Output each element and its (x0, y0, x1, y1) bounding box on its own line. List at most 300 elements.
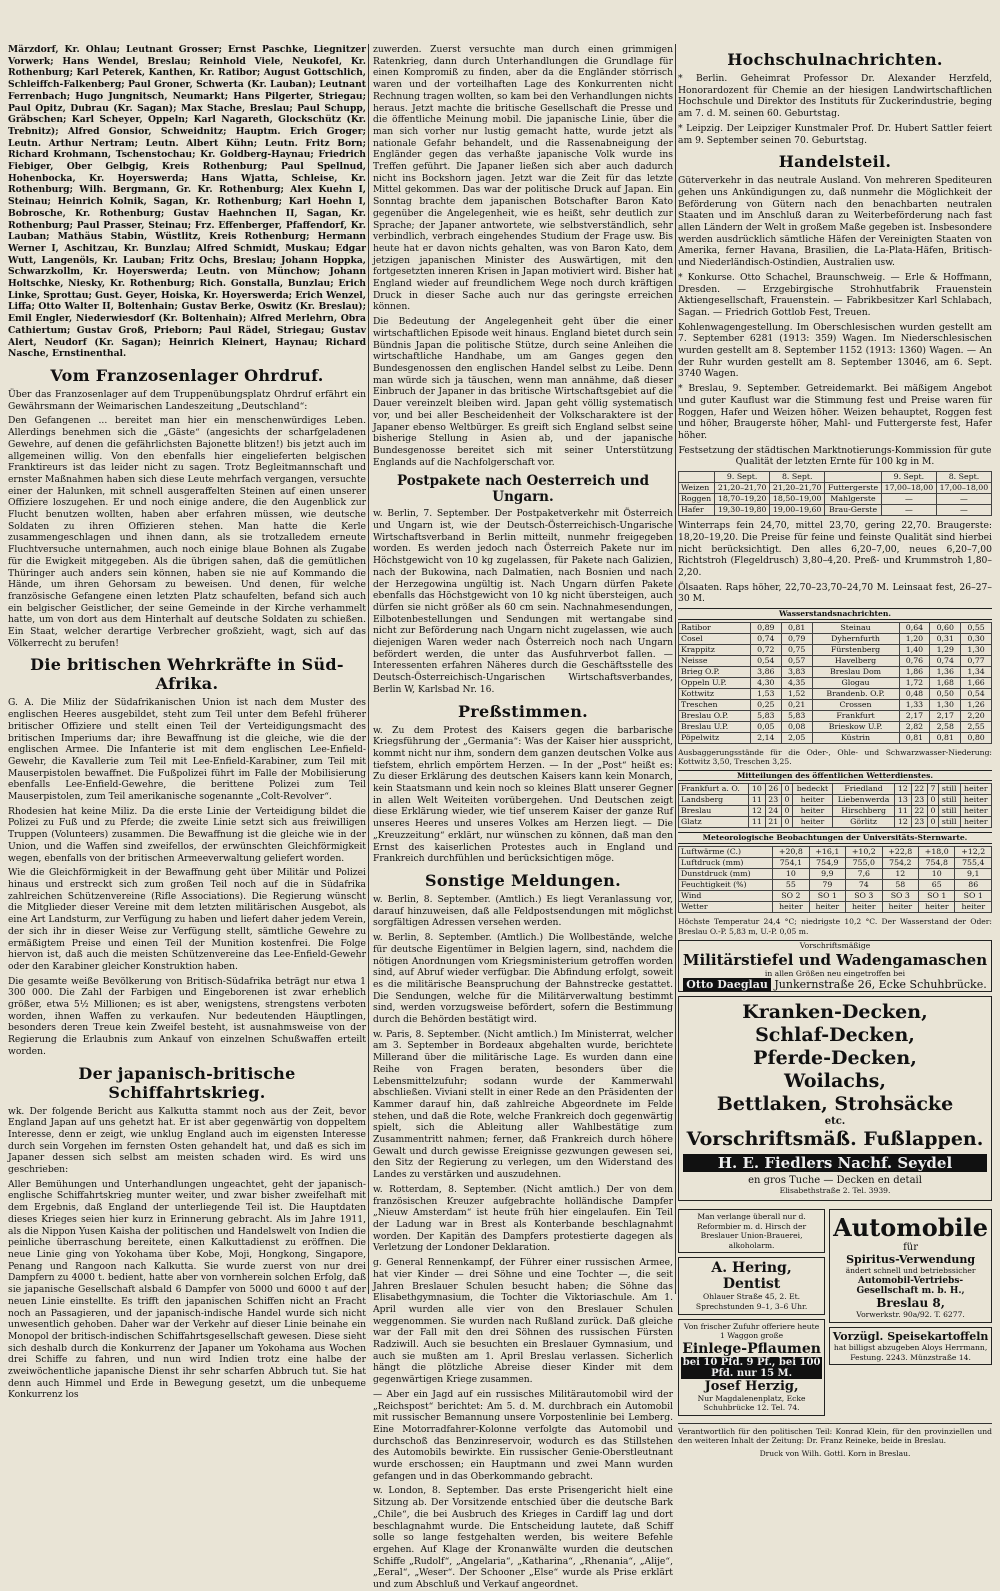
table-cell: 0,08 (781, 721, 812, 732)
column-rule (675, 44, 676, 1294)
observation-table (678, 846, 992, 913)
headline: Sonstige Meldungen. (425, 871, 621, 890)
ad-dentist (678, 1257, 825, 1314)
table-cell: 0,79 (781, 633, 812, 644)
ad-potatoes (829, 1327, 992, 1365)
table-header-cell (825, 472, 882, 483)
table-cell: Brau-Gerste (825, 505, 882, 516)
table-cell: 4,35 (781, 677, 812, 688)
table-cell: 55 (773, 879, 809, 890)
table-cell: Frankfurt (812, 710, 899, 721)
table-cell: 0,31 (930, 633, 961, 644)
table-cell: — (936, 505, 991, 516)
table-cell: SO 3 (846, 890, 882, 901)
table-cell: 0 (927, 806, 938, 817)
ad-blankets-address: Elisabethstraße 2. Tel. 3939. (779, 1186, 891, 1196)
water-level-footnote: Ausbaggerungsstände für die Oder-, Ohle- und Schwarzwasser-Niederung: Kottwitz 3,50, Treschen 3,25. (678, 747, 992, 767)
ad-plums-top: Von frischer Zufuhr offeriere heute 1 Waggon große (683, 1321, 820, 1341)
ad-blankets-firm: H. E. Fiedlers Nachf. Seydel (683, 1154, 987, 1172)
table-cell: 1,30 (930, 699, 961, 710)
table-cell: — (881, 494, 936, 505)
table-cell: +12,2 (955, 846, 992, 857)
table-cell: 21,20–21,70 (715, 483, 770, 494)
divider (678, 1423, 992, 1424)
table-cell: 0,50 (930, 688, 961, 699)
table-row (679, 505, 992, 516)
article-paragraph: w. Berlin, 7. September. Der Postpaketverkehr mit Österreich und Ungarn ist, wie der Deutsch-Österreichisch-Ungarische Wirtschaftsverband in Berlin mitteilt, nunmehr freigegeben worden. Es werden jedoch nach Österreich Pakete nur im Höchstgewicht von 10 kg zugelassen, für Pakete nach Galizien, nach der Bukowina, nach Dalmatien, nach Bosnien und nach der Herzegowina ungültig ist. Nach Ungarn dürfen Pakete ebenfalls das Höchstgewicht von 10 kg nicht übersteigen, auch dürfen sie nicht größer als 60 cm sein. Nachnahmesendungen, Eilbotenbestellungen und Sendungen mit wertangabe sind nicht zur Beförderung nach Ungarn nicht zugelassen, wie auch diejenigen Waren weder nach Österreich noch nach Ungarn befördert werden, die unter das Ausfuhrverbot fallen. — Interessenten erfahren Näheres durch die Geschäftsstelle des Deutsch-Österreichisch-Ungarischen Wirtschaftsverbandes, Berlin W, Karlsbad Nr. 16. (373, 508, 673, 695)
table-cell: Breslau O.P. (679, 710, 751, 721)
table-row (679, 666, 992, 677)
ad-potatoes-text: hat billigst abzugeben Aloys Herrmann, Festung. 2243. Münzstraße 14. (833, 1343, 988, 1362)
table-row (679, 732, 992, 743)
table-cell: 21 (765, 817, 781, 828)
table-cell: 12 (882, 868, 918, 879)
table-row (679, 655, 992, 666)
table-cell: Dunstdruck (mm) (679, 868, 773, 879)
table-cell: Brieskow U.P. (812, 721, 899, 732)
headline: Postpakete nach Oesterreich und Ungarn. (396, 473, 650, 506)
table-cell: Crossen (812, 699, 899, 710)
ad-boots-top: Vorschriftsmäßige (799, 941, 871, 951)
table-cell: Dyhernfurth (812, 633, 899, 644)
table-cell: 13 (895, 795, 911, 806)
table-cell: 0,81 (781, 622, 812, 633)
observation-footnote: Höchste Temperatur 24,4 °C; niedrigste 10,2 °C. Der Wasserstand der Oder: Breslau O.-P. 5,83 m, U.-P. 0,05 m. (678, 916, 992, 936)
headline: Preßstimmen. (457, 701, 589, 721)
ad-beer: Man verlange überall nur d. Reformbier m. d. Hirsch der Breslauer Union-Brauerei, alkoholarm. (678, 1209, 825, 1253)
table-cell: Görlitz (832, 817, 894, 828)
table-cell: 17,00–18,00 (881, 483, 936, 494)
table-cell: 0,75 (781, 644, 812, 655)
ad-plums-price: bei 10 Pfd. 9 Pf., bei 100 Pfd. nur 15 M. (682, 1356, 821, 1379)
column-1 (8, 44, 366, 1401)
table-row (679, 868, 992, 879)
table-cell: heiter (960, 795, 992, 806)
grain-price-table (678, 471, 992, 516)
article-paragraph: * Berlin. Geheimrat Professor Dr. Alexander Herzfeld, Honorardozent für Chemie an der hiesigen Landwirtschaftlichen Hochschule und Direktor des Instituts für Zuckerindustrie, beging am 7. d. M. seinen 60. Geburtstag. (678, 73, 992, 120)
table-cell: 0,76 (899, 655, 930, 666)
table-cell: 23 (911, 795, 927, 806)
table-cell: 1,72 (899, 677, 930, 688)
table-cell: 0 (781, 806, 792, 817)
table-cell: 0,54 (750, 655, 781, 666)
ad-blankets-line: etc. (824, 1116, 846, 1128)
table-cell: heiter (882, 901, 918, 912)
table-cell: Brieg O.P. (679, 666, 751, 677)
table-cell: Breslau U.P. (679, 721, 751, 732)
table-cell: 7 (927, 784, 938, 795)
table-cell: 2,82 (899, 721, 930, 732)
table-cell: 0,25 (750, 699, 781, 710)
table-cell: Hirschberg (832, 806, 894, 817)
article-paragraph: w. London, 8. September. Das erste Prisengericht hielt eine Sitzung ab. Der Vorsitzende entschied über die deutsche Bark „Chile“, die bei Ausbruch des Krieges in Cardiff lag und dort beschlagnahmt wurde. Die Entscheidung lautete, daß Schiff solle so lange festgehalten werden, bis weitere Befehle ergehen. Auf Klage der Kronanwälte wurden die deutschen Schiffe „Rudolf“, „Angelaria“, „Katharina“, „Rhenania“, „Alije“, „Eeral“, „Weser“. Der Schooner „Else“ wurde als Prise erklärt und zum Abschluß und Verkauf angeordnet. (373, 1485, 673, 1591)
table-cell: 11 (895, 806, 911, 817)
table-cell: 1,53 (750, 688, 781, 699)
table-cell: 22 (911, 806, 927, 817)
table-cell: 0,21 (781, 699, 812, 710)
article-paragraph: Kohlenwagengestellung. Im Oberschlesischen wurden gestellt am 7. September 6281 (1913: 359) Wagen. Im Niederschlesischen wurden gestellt am 8. September 1152 (1913: 1360) Wagen. — An der Ruhr wurden gestellt am 8. September 13046, am 6. Sept. 3740 Wagen. (678, 321, 992, 380)
table-row (679, 806, 992, 817)
ad-automobile (829, 1209, 992, 1323)
table-cell: still (938, 784, 960, 795)
water-level-table (678, 622, 992, 744)
table-cell: Luftdruck (mm) (679, 857, 773, 868)
table-cell: 1,68 (930, 677, 961, 688)
table-cell: 0,30 (961, 633, 992, 644)
table-row (679, 677, 992, 688)
table-cell: Wetter (679, 901, 773, 912)
table-cell: 2,20 (961, 710, 992, 721)
table-cell: 7,6 (846, 868, 882, 879)
table-cell: 755,4 (955, 857, 992, 868)
table-cell: 2,58 (930, 721, 961, 732)
table-cell: 1,52 (781, 688, 812, 699)
table-cell: Ratibor (679, 622, 751, 633)
table-cell: 1,66 (961, 677, 992, 688)
table-row (679, 721, 992, 732)
article-paragraph: Festsetzung der städtischen Marktnotierungs-Kommission für gute Qualität der letzten Ernte für 100 kg in M. (678, 444, 992, 468)
ad-boots-sub: in allen Größen neu eingetroffen bei (764, 968, 906, 978)
ad-automobile-address: Vorwerkstr. 90a/92. T. 6277. (856, 1309, 965, 1319)
article-paragraph: w. Zu dem Protest des Kaisers gegen die barbarische Kriegsführung der „Germania“: Was der Kaiser hier ausspricht, kommt nicht nur ihm, sondern dem ganzen deutschen Volke aus tiefstem, ehrlich empörtem Herzen. — In der „Post“ heißt es: Zu dieser Erklärung des deutschen Kaisers kann kein Monarch, kein Staatsmann und kein noch so kleines Blatt unserer Gegner in allen Welt Weiteiten vorübergehen. Und Deutschen zeigt diese Erklärung wieder, wie tief unserem Kaiser der ganze Ruf unseres Heeres und unseres Volkes am Herzen liegt. — Die „Kreuzzeitung“ erklärt, nur wünschen zu können, daß man den Ernst des kaiserlichen Protestes auch in England und Frankreich durchfühlen und berücksichtigen möge. (373, 724, 673, 865)
ad-potatoes-title: Vorzügl. Speisekartoffeln (832, 1330, 989, 1344)
table-cell: still (938, 806, 960, 817)
ad-plums-title: Einlege-Pflaumen (682, 1340, 821, 1357)
table-cell: Breslau (679, 806, 749, 817)
table-cell: Feuchtigkeit (%) (679, 879, 773, 890)
table-cell: 0,54 (961, 688, 992, 699)
ad-automobile-firm: Automobil-Vertriebs-Gesellschaft m. b. H., (856, 1275, 965, 1296)
ad-blankets-line: Vorschriftsmäß. Fußlappen. (686, 1128, 984, 1151)
table-cell: SO 1 (955, 890, 992, 901)
table-cell: 19,00–19,60 (770, 505, 825, 516)
article-paragraph: w. Rotterdam, 8. September. (Nicht amtlich.) Der von dem französischen Kreuzer aufgebrachte holländische Dampfer „Nieuw Amsterdam“ ist heute früh hier eingelaufen. Ein Teil der Ladung war in Brest als Konterbande beschlagnahmt worden. Der Kapitän des Dampfers protestierte dagegen als Verletzung der Londoner Deklaration. (373, 1183, 673, 1254)
table-cell: Glatz (679, 817, 749, 828)
headline: Die britischen Wehrkräfte in Süd-Afrika. (30, 655, 344, 694)
table-cell: 86 (955, 879, 992, 890)
table-cell: 18,50–19,00 (770, 494, 825, 505)
table-cell: 12 (749, 806, 765, 817)
table-cell: Wind (679, 890, 773, 901)
table-cell: 2,55 (961, 721, 992, 732)
table-row (679, 879, 992, 890)
table-cell: 0,55 (961, 622, 992, 633)
table-cell: 1,33 (899, 699, 930, 710)
ad-blankets (678, 996, 992, 1201)
ad-automobile-sub2: Spiritus-Verwendung (846, 1252, 976, 1266)
table-cell: 754,9 (809, 857, 845, 868)
table-cell: 17,00–18,00 (936, 483, 991, 494)
table-header-cell: 9. Sept. (715, 472, 770, 483)
table-cell: 65 (919, 879, 955, 890)
table-cell: 21,20–21,70 (770, 483, 825, 494)
table-cell: Glogau (812, 677, 899, 688)
article-paragraph: Rhodesien hat keine Miliz. Da die erste Linie der Verteidigung bildet die Polizei zu Fuß und zu Pferde; die zweite Linie setzt sich aus freiwilligen Truppen (Volunteers) zusammen. Die Bewaffnung ist die gleiche wie in der Union, und die Waffen sind zweifellos, der erwünschten Gleichförmigkeit wegen, ebenfalls von der britischen Armeeverwaltung geliefert worden. (8, 805, 366, 864)
article-paragraph: — Aber ein Jagd auf ein russisches Militärautomobil wird der „Reichspost“ berichtet: Am 5. d. M. durchbrach ein Automobil mit russischer Bemannung unsere Vorpostenlinie bei Lemberg. Eine Motorradfahrer-Kolonne verfolgte das Automobil und durchschoß das Benzinreservoir, wodurch es das Stillstehen des Automobils bewirkte. Ein russischer Genie-Oberstleutnant wurde erschossen; ein Hauptmann und zwei Mann wurden gefangen und in das Oberkommando gebracht. (373, 1388, 673, 1482)
ad-boots-title: Militärstiefel und Wadengamaschen (682, 950, 988, 969)
ad-plums (678, 1319, 825, 1416)
table-cell: +18,0 (919, 846, 955, 857)
ad-boots (678, 940, 992, 992)
table-cell: 0,74 (750, 633, 781, 644)
table-cell: 1,40 (899, 644, 930, 655)
table-cell: Liebenwerda (832, 795, 894, 806)
ad-row (678, 1205, 992, 1420)
table-row (679, 699, 992, 710)
ad-blankets-line: Pferde-Decken, (753, 1047, 917, 1070)
ad-automobile-sub3: ändert schnell und betriebssicher (845, 1265, 976, 1275)
table-cell: 0,48 (899, 688, 930, 699)
table-cell: 10 (749, 784, 765, 795)
table-cell: Krappitz (679, 644, 751, 655)
table-cell: heiter (960, 784, 992, 795)
table-cell: Pöpelwitz (679, 732, 751, 743)
article-paragraph: * Konkurse. Otto Schachel, Braunschweig. — Erle & Hoffmann, Dresden. — Erzgebirgische Strohhutfabrik Frauenstein Aktiengesellschaft, Frauenstein. — Fabrikbesitzer Karl Schlabach, Sagan. — Friedrich Gottlob Fest, Treuen. (678, 271, 992, 318)
table-cell: 0 (781, 784, 792, 795)
table-cell: 0,74 (930, 655, 961, 666)
table-cell: 11 (749, 817, 765, 828)
article-paragraph: Über das Franzosenlager auf dem Truppenübungsplatz Ohrdruf erfährt ein Gewährsmann der Weimarischen Landeszeitung „Deutschland“: (8, 388, 366, 412)
table-cell: 1,30 (961, 644, 992, 655)
table-cell: 1,34 (961, 666, 992, 677)
table-cell: Roggen (679, 494, 715, 505)
table-cell: 755,0 (846, 857, 882, 868)
ad-blankets-line: Woilachs, (784, 1070, 886, 1093)
table-cell: 26 (765, 784, 781, 795)
table-cell: 79 (809, 879, 845, 890)
table-cell: Küstrin (812, 732, 899, 743)
table-cell: 0,64 (899, 622, 930, 633)
table-cell: 2,14 (750, 732, 781, 743)
table-header-cell: 8. Sept. (936, 472, 991, 483)
table-row (679, 688, 992, 699)
table-cell: 0 (927, 795, 938, 806)
table-cell: +20,8 (773, 846, 809, 857)
table-cell: Weizen (679, 483, 715, 494)
ad-blankets-trade: en gros Tuche — Decken en detail (748, 1175, 922, 1187)
table-cell: 0,05 (750, 721, 781, 732)
table-cell: 0,89 (750, 622, 781, 633)
table-cell: Fürstenberg (812, 644, 899, 655)
table-cell: 19,30–19,80 (715, 505, 770, 516)
table-cell: heiter (960, 806, 992, 817)
table-cell: 3,83 (781, 666, 812, 677)
headline: Hochschulnachrichten. (727, 50, 943, 69)
imprint-printer: Druck von Wilh. Gottl. Korn in Breslau. (759, 1449, 911, 1459)
table-cell: 0,60 (930, 622, 961, 633)
table-cell: still (938, 817, 960, 828)
table-row (679, 784, 992, 795)
table-cell: Hafer (679, 505, 715, 516)
table-cell: 1,86 (899, 666, 930, 677)
ad-automobile-sub1: für (903, 1241, 919, 1253)
table-cell: — (936, 494, 991, 505)
article-paragraph: Winterraps fein 24,70, mittel 23,70, gering 22,70. Braugerste: 18,20–19,20. Die Preise für feine und feinste Qualität sind hierbei nicht berücksichtigt. Den alles 6,20–7,00, neues 6,20–7,00 Richtstroh (Flegeldrusch) 3,80–4,20. Preß- und Krummstroh 1,80–2,20. (678, 520, 992, 578)
observation-title: Meteorologische Beobachtungen der Universitäts-Sternwarte. (678, 832, 992, 844)
table-cell: +22,8 (882, 846, 918, 857)
table-row (679, 633, 992, 644)
table-cell: Cosel (679, 633, 751, 644)
column-2 (373, 44, 673, 1591)
table-cell: 2,17 (930, 710, 961, 721)
table-cell: 12 (895, 817, 911, 828)
table-cell: Treschen (679, 699, 751, 710)
article-paragraph: Aller Bemühungen und Unterhandlungen ungeachtet, geht der japanisch-englische Schiffahrtskrieg munter weiter, und zwar bisher zweifelhaft mit dem Ergebnis, daß England der unterliegende Teil ist. Die Hauptdaten dieses Krieges seien hier kurz in Erinnerung gebracht. Als im Jahre 1911, als die Nippon Yusen Kaisha der politischen und Handelswelt von Indien die peinliche überraschung bereitete, einen Kalkuttadienst zu eröffnen. Die neue Linie ging von Yokohama über Kobe, Moji, Hongkong, Singapore, Penang und Rangoon nach Kalkutta. Sie wurde zuerst von nur drei Dampfern zu 4000 t. bedient, hatte aber von vornherein solchen Erfolg, daß sie japanische Gesellschaft alsbald 6 Dampfer von 5000 und 6000 t auf der neuen Linie einstellte. Es trifft den japanischen Schiffen nicht an Fracht noch an Passagieren, und der japanisch-indische Handel wurde sich nicht unwesentlich gehoben. Daher war der Verkehr auf dieser Linie beinahe ein Monopol der britisch-indischen Schiffahrtsgesellschaft gewesen. Diese sieht sich deshalb durch die Konkurrenz der Japaner um Yokohama aus Wochen drei Schiffe zu fahren, und nun wird Indien trotz eine halbe der zweiwöchentliche japanische Dienst ihr sehr scharfen Abbruch tut. Sie hat denn auch Himmel und Erde in Bewegung gesetzt, um die unbequeme Konkurrenz los (8, 1178, 366, 1401)
table-cell: 0,72 (750, 644, 781, 655)
table-row (679, 710, 992, 721)
table-cell: 4,30 (750, 677, 781, 688)
table-cell: 0,81 (899, 732, 930, 743)
table-cell: 0,77 (961, 655, 992, 666)
table-cell: 0 (781, 795, 792, 806)
table-row (679, 846, 992, 857)
water-level-title: Wasserstandsnachrichten. (678, 608, 992, 620)
table-cell: 24 (765, 806, 781, 817)
table-cell: 5,83 (781, 710, 812, 721)
table-cell: Oppeln U.P. (679, 677, 751, 688)
article-paragraph: g. General Rennenkampf, der Führer einer russischen Armee, hat vier Kinder — drei Söhne und eine Tochter —, die seit Jahren Breslauer Schulen besucht haben; die Söhne das Elisabethgymnasium, die Tochter die Viktoriaschule. Am 1. April wurden alle vier von den Breslauer Schulen weggenommen. Sie wurden nach Rußland zurück. Daß gleiche war der Fall mit den drei Söhnen des russischen Fürsten Radziwill. Auch sie besuchten ein Breslauer Gymnasium, und auch sie mußten am 1. April Breslau verlassen. Sicherlich hängt die plötzliche Abreise dieser Kinder mit dem gegenwärtigen Kriege zusammen. (373, 1257, 673, 1386)
ad-boots-name: Otto Daeglau (683, 978, 771, 991)
table-cell: 23 (911, 817, 927, 828)
article-paragraph: Die Bedeutung der Angelegenheit geht über die einer wirtschaftlichen Episode weit hinaus. England bietet durch sein Bündnis Japan die politische Stütze, durch seine Anleihen die wirtschaftliche Handhabe, um am Ganges gegen den Bundesgenossen den englischen Handel selbst zu Leibe. Denn man würde sich ja täuschen, wenn man annähme, daß dieser Einbruch der Japaner in das britische Wirtschaftsgebiet auf die Dauer vereinzelt bleiben wird. Japan geht völlig systematisch vor, und bei aller Bescheidenheit der Volkscharaktere ist der Japaner ebenso Weltbürger. Es greift sich England selbst seine bisherige Stellung in Asien ab, und der japanische Bundesgenosse bereitet sich mit seiner Unterstützung Englands auf die Nachfolgerschaft vor. (373, 316, 673, 468)
article-paragraph: wk. Der folgende Bericht aus Kalkutta stammt noch aus der Zeit, bevor England Japan auf uns gehetzt hat. Er ist aber gegenwärtig von doppeltem Interesse, denn er zeigt, wie unklug England auch im eigensten Interesse durch sein Vorgehen im fernsten Osten gehandelt hat, und daß es sich im Japaner dessen sich selbst am meisten schaden wird. Es wird uns geschrieben: (8, 1105, 366, 1176)
table-row (679, 644, 992, 655)
article-paragraph: zuwerden. Zuerst versuchte man durch einen grimmigen Ratenkrieg, dann durch Unterhandlungen die Grundlage für einen Kompromiß zu finden, aber da die Engländer störrisch waren und der vorteilhaften Lage des Konkurrenten nicht Rechnung tragen wollten, so kam bei den Verhandlungen nichts heraus. Jetzt machte die britische Gesellschaft die Presse und die öffentliche Meinung mobil. Die japanische Linie, über die man sich vorher nur lustig gemacht hatte, wurde jetzt als nationale Gefahr behandelt, und die Rassenabneigung der Engländer gegen das verhaßte japanische Volk wurde ins Treffen geführt. Die Japaner ließen sich aber auch dadurch nicht ins Bockshorn jagen. Jetzt war die Zeit für das letzte Mittel gekommen. Das war der politische Druck auf Japan. Ein Sonntag brachte dem japanischen Botschafter Baron Kato gegenüber die Angelegenheit, wie es heißt, sehr deutlich zur Sprache; der Japaner antwortete, wie selbstverständlich, sehr verbindlich, verbrach eingehendes Studium der Frage usw. Bis heute hat er davon nichts gehalten, was von Baron Kato, dem jetzigen japanischen Minister des Auswärtigen, mit den fortgesetzten inneren Krisen in Japan motiviert wird. Bisher hat England wieder auf freundlichem Wege noch durch kräftigen Druck in dieser Sache auch nur das geringste erreichen können. (373, 44, 673, 313)
table-row (679, 901, 992, 912)
weather-table (678, 783, 992, 828)
table-cell: heiter (919, 901, 955, 912)
column-rule (368, 44, 369, 1294)
table-cell: bedeckt (792, 784, 832, 795)
table-cell: heiter (773, 901, 809, 912)
table-cell: Friedland (832, 784, 894, 795)
table-cell: Breslau Dom (812, 666, 899, 677)
table-cell: 11 (749, 795, 765, 806)
table-cell: +16,1 (809, 846, 845, 857)
ad-boots-address: Junkernstraße 26, Ecke Schuhbrücke. (774, 978, 987, 992)
table-row (679, 795, 992, 806)
table-cell: Brandenb. O.P. (812, 688, 899, 699)
table-cell: heiter (960, 817, 992, 828)
table-cell: Kottwitz (679, 688, 751, 699)
article-paragraph: Die gesamte weiße Bevölkerung von Britisch-Südafrika beträgt nur etwa 1 300 000. Die Zahl der Farbigen und Eingeborenen ist zwar erheblich größer, etwa 5½ Millionen; es ist aber, wenigstens, strengstens verboten worden, ihnen Waffen zu verkaufen. Nur bedeutenden Häuptlingen, besonders deren Treue kein Zweifel besteht, ist ausnahmsweise von der Regierung die Erlaubnis zum Ankauf von einzelnen Schußwaffen erteilt worden. (8, 975, 366, 1057)
article-paragraph: Ölsaaten. Raps höher, 22,70–23,70–24,70 M. Leinsaat fest, 26–27–30 M. (678, 581, 992, 605)
table-cell: 0,80 (961, 732, 992, 743)
table-header-cell: 8. Sept. (770, 472, 825, 483)
table-cell: 754,8 (919, 857, 955, 868)
article-paragraph: * Breslau, 9. September. Getreidemarkt. Bei mäßigem Angebot und guter Kauflust war die Stimmung fest und Preise waren für Roggen, Hafer und Weizen höher. Weizen behauptet, Roggen fest und höher, Braugerste höher, Mahl- und Futtergerste fest, Hafer höher. (678, 383, 992, 441)
table-cell: Neisse (679, 655, 751, 666)
article-paragraph: Güterverkehr in das neutrale Ausland. Von mehreren Spediteuren gehen uns Ankündigungen zu, daß nunmehr die Möglichkeit der Beförderung von Gütern nach den benachbarten neutralen Staaten und im Anschluß daran zu Weiterbeförderung nach fast allen Ländern der Welt in großem Maße gegeben ist. Insbesondere werden ausdrücklich sämtliche Häfen der Vereinigten Staaten von Amerika, ferner Havana, Brasilien, die La-Plata-Häfen, Britisch- und Niederländisch-Ostindien, Australien usw. (678, 175, 992, 269)
table-cell: 10 (919, 868, 955, 879)
table-cell: 2,17 (899, 710, 930, 721)
headline: Handelsteil. (778, 152, 892, 172)
table-cell: heiter (792, 795, 832, 806)
table-cell: SO 1 (809, 890, 845, 901)
table-cell: +10,2 (846, 846, 882, 857)
table-cell: 23 (765, 795, 781, 806)
table-cell: 9,9 (809, 868, 845, 879)
table-cell: Frankfurt a. O. (679, 784, 749, 795)
table-cell: heiter (792, 806, 832, 817)
table-cell: 9,1 (955, 868, 992, 879)
article-paragraph: Wie die Gleichförmigkeit in der Bewaffnung geht über Militär und Polizei hinaus und erstreckt sich zum großen Teil noch auf die in Südafrika zahlreichen Schützenvereine (Rifle Associations). Die Regierung wünscht die Mitglieder dieser Vereine mit dem letzten militärischen Ausgebot, als eine Art Landsturm, zur Verfügung zu haben und liefert daher jedem Verein, der sich ihr in dieser Weise zur Verfügung stellt, sämtliche Gewehre zu ermäßigtem Preise und einen Teil der Munition kostenfrei. Die Folge hiervon ist, daß auch die meisten Schützenvereine das Lee-Enfield-Gewehr oder den Karabiner gleicher Konstruktion haben. (8, 867, 366, 972)
table-cell: Landsberg (679, 795, 749, 806)
table-row (679, 817, 992, 828)
table-cell: heiter (846, 901, 882, 912)
ad-blankets-line: Kranken-Decken, (742, 1001, 928, 1024)
table-cell: 0 (781, 817, 792, 828)
table-header-cell (679, 472, 715, 483)
table-cell: Luftwärme (C.) (679, 846, 773, 857)
ad-blankets-line: Schlaf-Decken, (755, 1024, 915, 1047)
article-paragraph: w. Berlin, 8. September. (Amtlich.) Die Wollbestände, welche für deutsche Eigentümer in Belgien lagern, sind, nachdem die nötigen Anordnungen vom Kriegsministerium getroffen worden sind, auf Abruf wieder verfügbar. Die Abfindung erfolgt, soweit es die militärische Beanspruchung der Bahnstrecke gestattet. Die Sendungen, welche für die Militärverwaltung bestimmt sind, werden vorzugsweise befördert, sofern die Bestimmung durch die Behörden bestätigt wird. (373, 932, 673, 1026)
article-paragraph: w. Berlin, 8. September. (Amtlich.) Es liegt Veranlassung vor, darauf hinzuweisen, daß alle Feldpostsendungen mit möglichst sorgfältigen Adressen versehen werden. (373, 894, 673, 929)
table-row (679, 483, 992, 494)
table-cell: 5,83 (750, 710, 781, 721)
ad-blankets-lines (679, 1001, 991, 1151)
table-cell: still (938, 795, 960, 806)
table-cell: 1,29 (930, 644, 961, 655)
article-paragraph: w. Paris, 8. September. (Nicht amtlich.) Im Ministerrat, welcher am 3. September in Bordeaux abgehalten wurde, berichtete Millerand über die militärische Lage. Es wurden dann eine Reihe von Fragen beraten, besonders über die Lebensmittelzufuhr; sodann wurde der Kammerwahl abschließen. Viviani stellt in einer Rede an den Präsidenten der Kammer darauf hin, daß zahlreiche Abgeordnete im Felde stehen, und daß die Rote, welche Frankreich doch gegenwärtig spielt, sich die Ableitung aller Wahlbestätige zum Zusammentritt nahmen; ferner, daß Frankreich durch höhere Gewalt und durch gewisse Ereignisse gezwungen gewesen sei, den Sitz der Regierung zu verlegen, um den Widerstand des Landes zu verstärken und auszudehnen. (373, 1028, 673, 1181)
ad-plums-address: Nur Magdalenenplatz, Ecke Schuhbrücke 12. Tel. 74. (697, 1393, 806, 1413)
table-cell: 22 (911, 784, 927, 795)
table-row (679, 890, 992, 901)
imprint-responsible: Verantwortlich für den politischen Teil: Konrad Klein, für den provinziellen und den weiteren Inhalt der Zeitung: Dr. Franz Reineke, beide in Breslau. (678, 1426, 992, 1446)
table-cell: 0 (927, 817, 938, 828)
ad-dentist-address: Ohlauer Straße 45, 2. Et. (703, 1292, 801, 1302)
table-cell: Havelberg (812, 655, 899, 666)
article-paragraph: G. A. Die Miliz der Südafrikanischen Union ist nach dem Muster des englischen Heeres ausgebildet, steht zum Teil unter dem Befehl früherer britischer Offiziere und stellt einen Teil der Verteidigungsmacht des britischen Imperiums dar; ihre Bewaffnung ist die gleiche, wie die der englischen Armee. Die Infanterie ist mit dem englischen Lee-Enfield-Gewehr, die Kavallerie zum Teil mit Lee-Enfield-Karabiner, zum Teil mit Mauserpistolen bewaffnet. Die Fußpolizei führt im Falle der Mobilisierung ebenfalls Lee-Enfield-Gewehre, die berittene Polizei zum Teil Mauserpistolen, zum Teil amerikanische sogenannte „Colt-Revolver“. (8, 697, 366, 803)
table-cell: Steinau (812, 622, 899, 633)
table-cell: 0,57 (781, 655, 812, 666)
table-cell: heiter (809, 901, 845, 912)
table-cell: 1,36 (930, 666, 961, 677)
table-cell: 1,26 (961, 699, 992, 710)
table-cell: SO 3 (882, 890, 918, 901)
table-cell: Mahlgerste (825, 494, 882, 505)
column-3 (678, 44, 992, 1459)
ad-automobile-title: Automobile (833, 1212, 988, 1242)
ad-plums-name: Josef Herzig, (704, 1378, 799, 1394)
ad-right-stack (829, 1205, 992, 1420)
table-cell: Futtergerste (825, 483, 882, 494)
article-paragraph: * Leipzig. Der Leipziger Kunstmaler Prof. Dr. Hubert Sattler feiert am 9. September seinen 70. Geburtstag. (678, 122, 992, 146)
table-cell: 754,2 (882, 857, 918, 868)
table-cell: — (881, 505, 936, 516)
table-cell: SO 1 (919, 890, 955, 901)
table-cell: heiter (792, 817, 832, 828)
table-cell: 12 (895, 784, 911, 795)
headline: Vom Franzosenlager Ohrdruf. (50, 365, 324, 385)
ad-dentist-name: A. Hering, Dentist (711, 1260, 792, 1293)
table-cell: 0,81 (930, 732, 961, 743)
table-cell: 10 (773, 868, 809, 879)
table-cell: 754,1 (773, 857, 809, 868)
ad-left-stack (678, 1205, 825, 1420)
weather-title: Mitteilungen des öffentlichen Wetterdienstes. (678, 770, 992, 782)
table-cell: heiter (955, 901, 992, 912)
ad-dentist-hours: Sprechstunden 9–1, 3–6 Uhr. (695, 1301, 808, 1311)
table-cell: 58 (882, 879, 918, 890)
table-cell: 74 (846, 879, 882, 890)
table-row (679, 622, 992, 633)
table-cell: SO 2 (773, 890, 809, 901)
headline: Der japanisch-britische Schiffahrtskrieg. (78, 1063, 296, 1102)
table-cell: 2,05 (781, 732, 812, 743)
table-cell: 1,20 (899, 633, 930, 644)
table-row (679, 494, 992, 505)
